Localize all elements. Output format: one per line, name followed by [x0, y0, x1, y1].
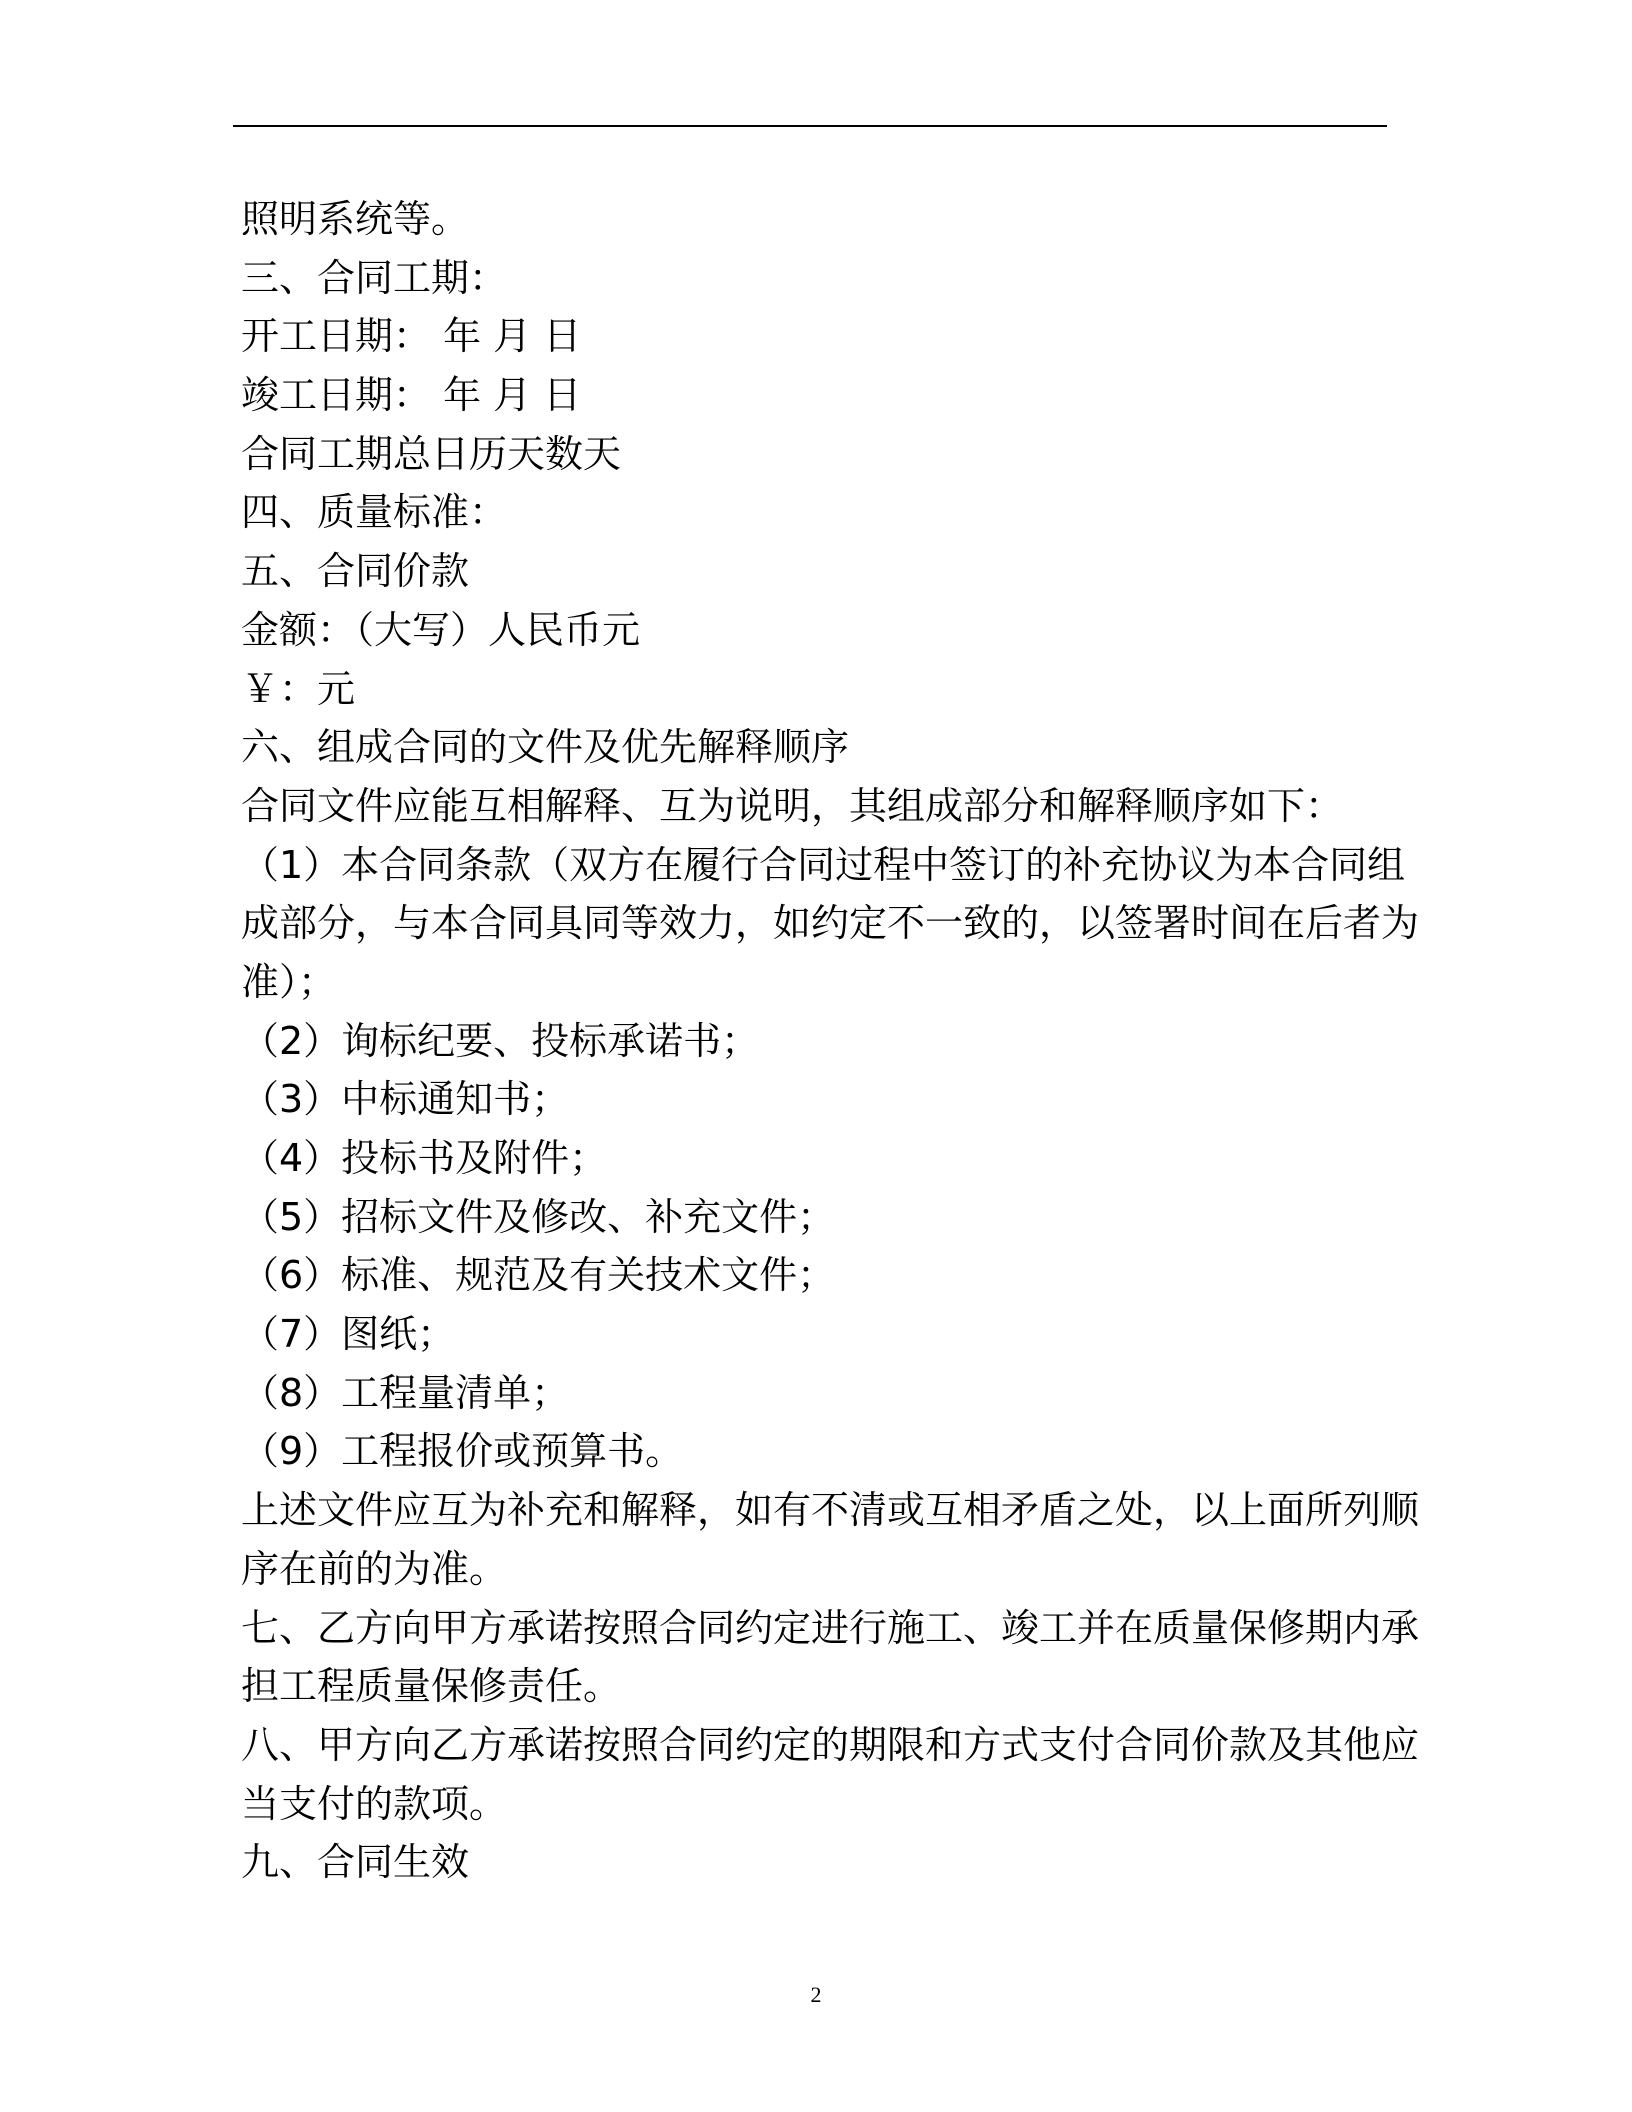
list-item: （6）标准、规范及有关技术文件；	[241, 1253, 836, 1298]
document-body	[241, 190, 1420, 1892]
section-heading-quality: 四、质量标准：	[241, 490, 508, 535]
page-number: 2	[810, 1982, 822, 2007]
header-rule	[233, 125, 1387, 127]
text-line: 照明系统等。	[241, 197, 470, 241]
list-item: （2）询标纪要、投标承诺书；	[241, 1018, 760, 1063]
section-heading-price: 五、合同价款	[241, 549, 470, 594]
text-line: 序在前的为准。	[241, 1546, 508, 1591]
list-item: （1）本合同条款（双方在履行合同过程中签订的补充协议为本合同组	[241, 842, 1406, 887]
text-line: 成部分，与本合同具同等效力，如约定不一致的，以签署时间在后者为	[241, 901, 1420, 946]
text-line: 上述文件应互为补充和解释，如有不清或互相矛盾之处，以上面所列顺	[241, 1488, 1420, 1533]
section-heading-employer-promise: 八、甲方向乙方承诺按照合同约定的期限和方式支付合同价款及其他应	[241, 1722, 1420, 1767]
list-item: （7）图纸；	[241, 1312, 456, 1357]
list-item: （3）中标通知书；	[241, 1077, 570, 1122]
completion-date-line: 竣工日期： 年 月 日	[241, 373, 582, 418]
amount-words-line: 金额：（大写）人民币元	[241, 607, 641, 652]
list-item: （5）招标文件及修改、补充文件；	[241, 1194, 836, 1239]
text-line: 准）；	[241, 959, 337, 1004]
list-item: （9）工程报价或预算书。	[241, 1429, 684, 1474]
text-line: 当支付的款项。	[241, 1781, 508, 1826]
text-line: 合同文件应能互相解释、互为说明，其组成部分和解释顺序如下：	[241, 783, 1344, 828]
start-date-line: 开工日期： 年 月 日	[241, 314, 582, 359]
section-heading-effectiveness: 九、合同生效	[241, 1840, 470, 1885]
amount-figures-line: ￥：元	[241, 666, 356, 711]
section-heading-contractor-promise: 七、乙方向甲方承诺按照合同约定进行施工、竣工并在质量保修期内承	[241, 1605, 1420, 1650]
section-heading-duration: 三、合同工期：	[241, 255, 508, 300]
total-days-line: 合同工期总日历天数天	[241, 431, 622, 476]
list-item: （8）工程量清单；	[241, 1370, 570, 1415]
section-heading-documents: 六、组成合同的文件及优先解释顺序	[241, 725, 850, 770]
text-line: 担工程质量保修责任。	[241, 1664, 622, 1709]
list-item: （4）投标书及附件；	[241, 1136, 608, 1180]
